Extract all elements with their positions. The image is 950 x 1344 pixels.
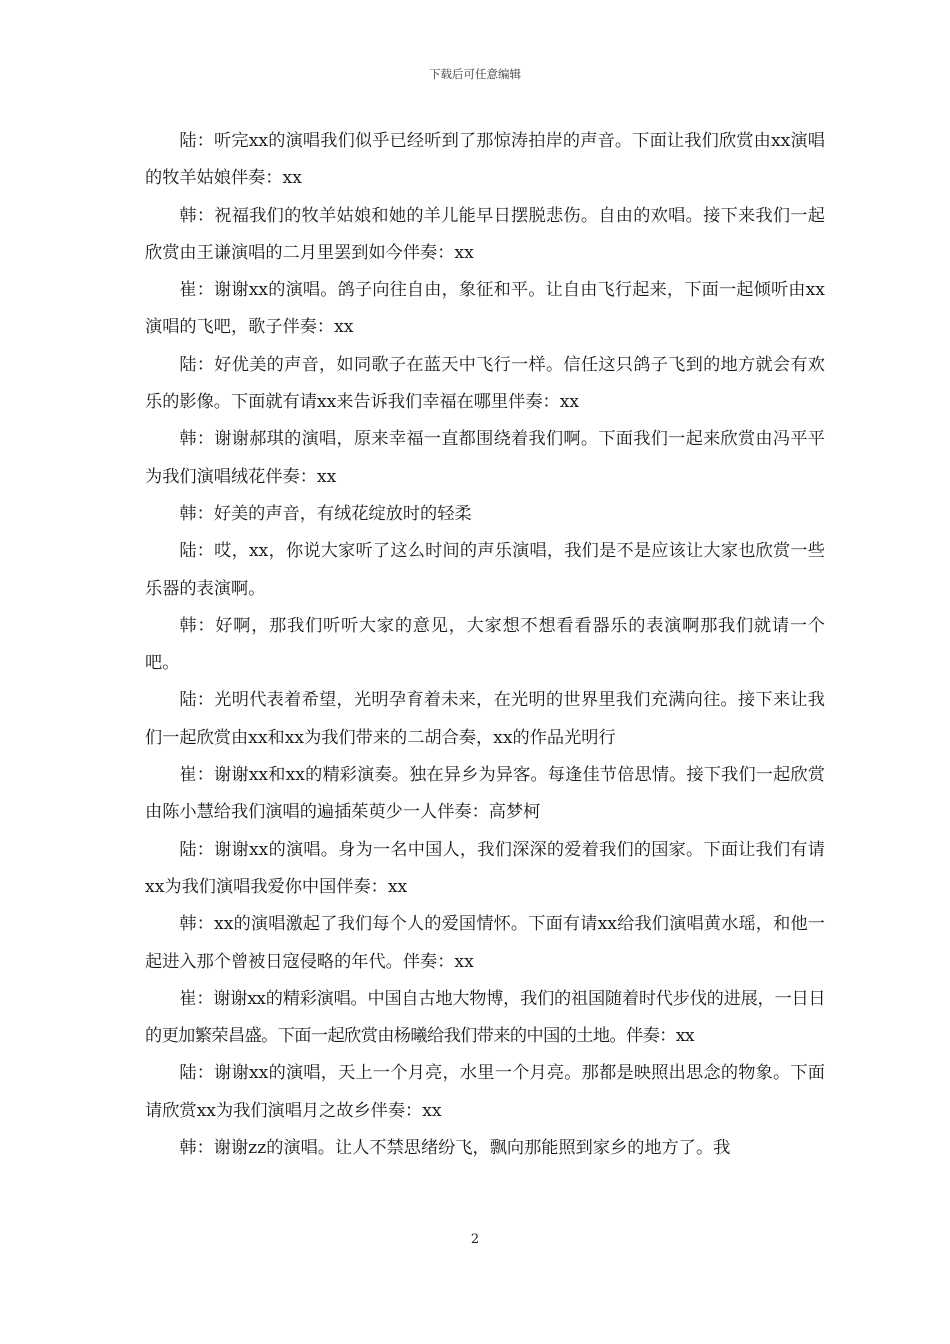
paragraph: 陆：光明代表着希望，光明孕育着未来，在光明的世界里我们充满向往。接下来让我们一起欣赏由xx和xx为我们带来的二胡合奏，xx的作品光明行 bbox=[145, 690, 825, 748]
paragraph: 韩：祝福我们的牧羊姑娘和她的羊儿能早日摆脱悲伤。自由的欢唱。接下来我们一起欣赏由王谦演唱的二月里罢到如今伴奏：xx bbox=[145, 205, 825, 263]
paragraph: 陆：好优美的声音，如同歌子在蓝天中飞行一样。信任这只鸽子飞到的地方就会有欢乐的影像。下面就有请xx来告诉我们幸福在哪里伴奏：xx bbox=[145, 354, 825, 413]
paragraph: 陆：听完xx的演唱我们似乎已经听到了那惊涛拍岸的声音。下面让我们欣赏由xx演唱的牧羊姑娘伴奏：xx bbox=[145, 131, 825, 189]
paragraph: 韩：好美的声音，有绒花绽放时的轻柔 bbox=[179, 503, 472, 524]
document-body bbox=[145, 123, 825, 1167]
paragraph: 崔：谢谢xx的精彩演唱。中国自古地大物博，我们的祖国随着时代步伐的进展，一日日的更加繁荣昌盛。下面一起欣赏由杨曦给我们带来的中国的土地。伴奏：xx bbox=[145, 988, 825, 1047]
paragraph: 陆：哎，xx，你说大家听了这么时间的声乐演唱，我们是不是应该让大家也欣赏一些乐器的表演啊。 bbox=[145, 541, 825, 599]
paragraph: 崔：谢谢xx和xx的精彩演奏。独在异乡为异客。每逢佳节倍思情。接下我们一起欣赏由陈小慧给我们演唱的遍插茱萸少一人伴奏：高梦柯 bbox=[145, 765, 825, 823]
paragraph: 韩：谢谢郝琪的演唱，原来幸福一直都围绕着我们啊。下面我们一起来欣赏由冯平平为我们演唱绒花伴奏：xx bbox=[145, 429, 825, 487]
paragraph: 陆：谢谢xx的演唱，天上一个月亮，水里一个月亮。那都是映照出思念的物象。下面请欣赏xx为我们演唱月之故乡伴奏：xx bbox=[145, 1063, 825, 1121]
page-number: 2 bbox=[470, 1232, 480, 1247]
paragraph: 韩：xx的演唱激起了我们每个人的爱国情怀。下面有请xx给我们演唱黄水瑶，和他一起进入那个曾被日寇侵略的年代。伴奏：xx bbox=[145, 914, 825, 972]
paragraph: 韩：谢谢zz的演唱。让人不禁思绪纷飞，飘向那能照到家乡的地方了。我 bbox=[179, 1138, 731, 1159]
paragraph: 韩：好啊，那我们听听大家的意见，大家想不想看看器乐的表演啊那我们就请一个吧。 bbox=[145, 615, 825, 674]
paragraph: 崔：谢谢xx的演唱。鸽子向往自由，象征和平。让自由飞行起来，下面一起倾听由xx演唱的飞吧，歌子伴奏：xx bbox=[145, 280, 825, 338]
paragraph: 陆：谢谢xx的演唱。身为一名中国人，我们深深的爱着我们的国家。下面让我们有请xx为我们演唱我爱你中国伴奏：xx bbox=[145, 839, 825, 897]
page-header: 下载后可任意编辑 bbox=[429, 67, 521, 81]
